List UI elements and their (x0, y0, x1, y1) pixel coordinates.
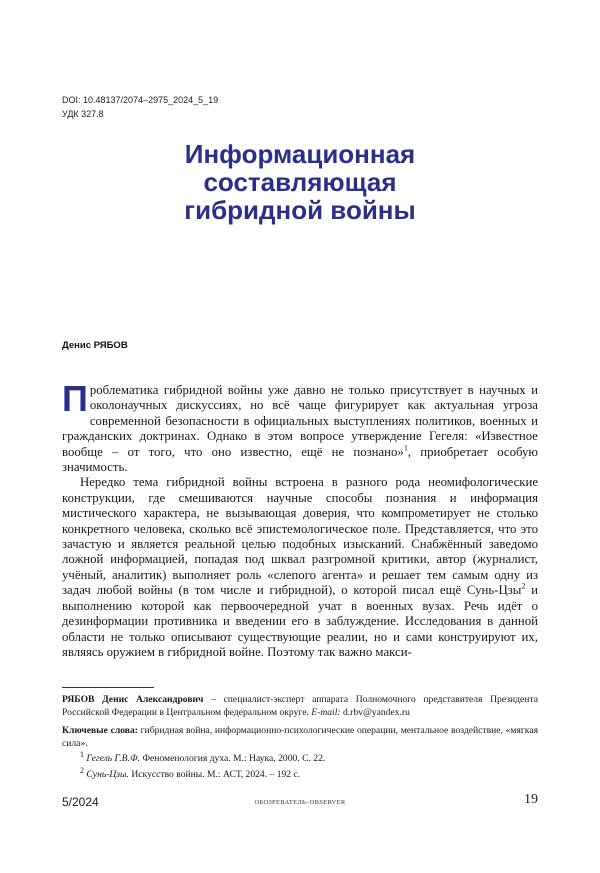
keywords-label: Ключевые слова: (62, 725, 138, 736)
paragraph-1-text: роблематика гибридной войны уже давно не только присутствует в научных и околонаучных дискуссиях, но всё чаще фигурирует как актуальная угроза современной безопасности в официальных выступлениях политиков, военных и гражданских доктринах. Однако в этом вопросе утверждение Гегеля: «Известное вообще – от того, что оно известно, ещё не познано» (62, 383, 538, 459)
email-label: E-mail: (311, 706, 341, 718)
udk-line: УДК 327.8 (62, 109, 104, 119)
footnote-ref-2[interactable]: 2 (521, 582, 526, 592)
footnote-1 (62, 749, 538, 766)
drop-cap: П (62, 378, 88, 419)
paragraph-2-text: Нередко тема гибридной войны встроена в разного рода неомифологические конструкции, где смешиваются научные способы познания и информация мистического характера, не вызывающая доверия, что компрометирует не столько конкретного человека, сколько всё эпистемологическое поле. Представляется, что это зачастую и является реальной целью подобных изысканий. Снабжённый заведомо ложной информацией, попадая под шквал разгромной критики, автор (журналист, учёный, аналитик) выполняет роль «слепого агента» и решает тем самым одну из задач любой войны (в том числе и гибридной), о которой писал ещё Сунь-Цзы (62, 475, 538, 598)
footnotes (62, 694, 538, 781)
author-info-name: РЯБОВ Денис Александрович (62, 694, 204, 705)
author-name: Денис РЯБОВ (62, 340, 128, 351)
author-email[interactable]: d.rbv@yandex.ru (340, 706, 410, 718)
footnote-1-number: 1 (80, 749, 84, 759)
author-info (62, 694, 538, 719)
journal-name: ОБОЗРЕВАТЕЛЬ–OBSERVER (254, 799, 346, 806)
footnote-1-text: Феноменология духа. М.: Наука, 2000. С. 22. (140, 753, 326, 764)
footnote-2-text: Искусство войны. М.: АСТ, 2024. – 192 с. (128, 768, 301, 780)
paragraph-1-end: , приобретает особую значимость. (62, 444, 538, 475)
article-title (100, 140, 500, 224)
article-body (62, 378, 538, 660)
paragraph-2 (62, 475, 538, 660)
page-number: 19 (524, 792, 538, 807)
doi-line: DOI: 10.48137/2074–2975_2024_5_19 (62, 95, 219, 105)
paragraph-2-end: и выполнению которой как первоочередной учат в военных вузах. Речь идёт о дезинформации противника и введении его в заблуждение. Исследования в данной области не только описывают существующие реалии, но и сами конструируют их, являясь оружием в гибридной войне. Поэтому так важно макси- (62, 583, 538, 659)
footnote-2 (62, 765, 538, 782)
footnote-2-author: Сунь-Цзы. (86, 768, 129, 780)
keywords-text: гибридная война, информационно-психологические операции, ментальное воздействие, «мягкая сила». (62, 725, 538, 749)
title-line-1: Информационная (184, 139, 416, 169)
footnote-1-author: Гегель Г.В.Ф. (86, 753, 141, 764)
issue-number: 5/2024 (62, 795, 99, 809)
title-line-2: составляющая (203, 167, 397, 197)
title-line-3: гибридной войны (184, 195, 416, 225)
paragraph-1 (62, 378, 538, 475)
footnote-2-number: 2 (80, 765, 84, 775)
footnote-ref-1[interactable]: 1 (403, 443, 408, 453)
footnote-divider (62, 687, 154, 688)
author-info-desc: – специалист-эксперт аппарата Полномочного представителя Президента Российской Федерации в Центральном федеральном округе. (62, 694, 538, 718)
keywords (62, 725, 538, 750)
